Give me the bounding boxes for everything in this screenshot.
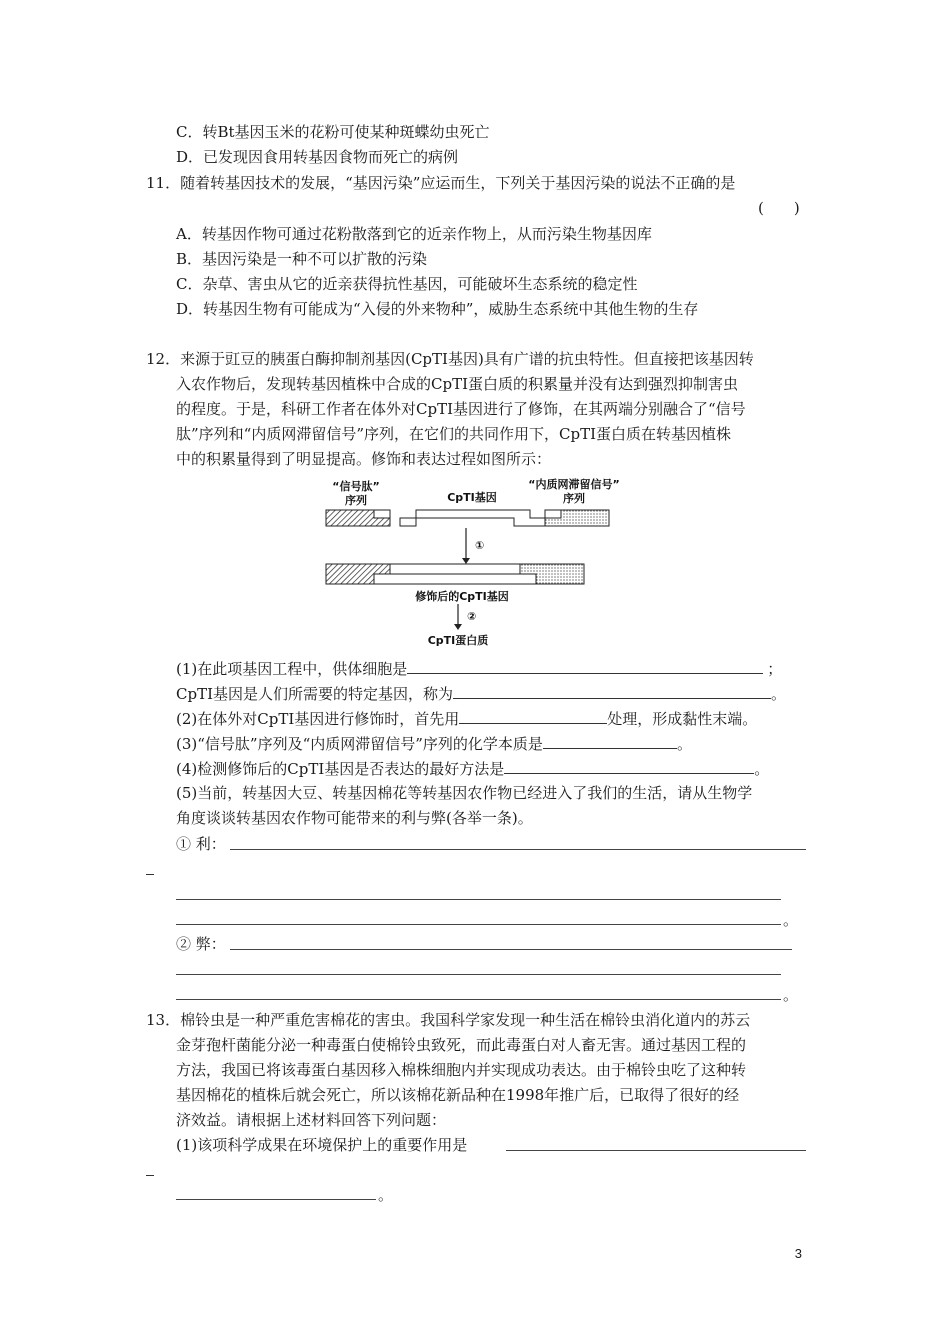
er-signal-label-1: “内质网滞留信号” [528, 478, 620, 491]
answer-blank-chemical-nature[interactable] [543, 733, 677, 749]
q11-option-d: D．转基因生物有可能成为“入侵的外来物种”，威胁生态系统中其他生物的生存 [176, 300, 699, 318]
answer-blank-enzyme[interactable] [459, 708, 607, 724]
q12-stem-line2: 入农作物后，发现转基因植株中合成的CpTI蛋白质的积累量并没有达到强烈抑制害虫 [176, 375, 739, 393]
q13-sub1: (1)该项科学成果在环境保护上的重要作用是 [176, 1136, 468, 1154]
step2-label: ② [467, 610, 477, 623]
q12-sub5-line2: 角度谈谈转基因农作物可能带来的利与弊(各举一条)。 [176, 809, 533, 827]
q12-sub4: (4)检测修饰后的CpTI基因是否表达的最好方法是 。 [176, 760, 770, 778]
line-continuation-dash [146, 874, 154, 875]
cpti-protein-label: CpTI蛋白质 [427, 634, 489, 647]
gene-modification-diagram [320, 474, 620, 650]
q12-sub5-line1: (5)当前，转基因大豆、转基因棉花等转基因农作物已经进入了我们的生活，请从生物学 [176, 784, 753, 802]
answer-blank-detection-method[interactable] [504, 758, 754, 774]
signal-peptide-fragment [326, 510, 390, 526]
answer-line-harm-1[interactable] [230, 949, 792, 950]
cpti-gene-fragment [400, 510, 546, 526]
q12-stem-line1: 12．来源于豇豆的胰蛋白酶抑制剂基因(CpTI基因)具有广谱的抗虫特性。但直接把该基因转 [146, 350, 754, 368]
signal-peptide-label-1: “信号肽” [332, 480, 380, 493]
step1-label: ① [475, 539, 485, 552]
harm-period: 。 [783, 986, 799, 1004]
er-signal-fragment [545, 510, 609, 526]
answer-blank-target-gene[interactable] [453, 683, 771, 699]
q11-option-a: A．转基因作物可通过花粉散落到它的近亲作物上，从而污染生物基因库 [176, 225, 652, 243]
answer-line-benefit-3[interactable] [176, 924, 781, 925]
q13-stem-line1: 13．棉铃虫是一种严重危害棉花的害虫。我国科学家发现一种生活在棉铃虫消化道内的苏云 [146, 1011, 751, 1029]
answer-line-benefit-2[interactable] [176, 899, 781, 900]
q13-stem-line4: 基因棉花的植株后就会死亡，所以该棉花新品种在1998年推广后，已取得了很好的经 [176, 1086, 740, 1104]
er-signal-label-2: 序列 [563, 492, 585, 505]
q13-stem-line5: 济效益。请根据上述材料回答下列问题： [176, 1111, 447, 1129]
q12-sub1-donor: (1)在此项基因工程中，供体细胞是 ； [176, 660, 783, 678]
modified-gene-label: 修饰后的CpTI基因 [415, 590, 509, 603]
answer-line-q13-1[interactable] [506, 1150, 806, 1151]
q13-stem-line2: 金芽孢杆菌能分泌一种毒蛋白使棉铃虫致死，而此毒蛋白对人畜无害。通过基因工程的 [176, 1036, 747, 1054]
benefit-label: ① 利： [176, 835, 226, 853]
modified-gene [326, 564, 584, 584]
q13-period: 。 [378, 1186, 394, 1204]
answer-blank-donor-cell[interactable] [407, 658, 763, 674]
signal-peptide-label-2: 序列 [345, 494, 367, 507]
benefit-period: 。 [783, 911, 799, 929]
q10-option-d: D．已发现因食用转基因食物而死亡的病例 [176, 148, 459, 166]
q12-sub2: (2)在体外对CpTI基因进行修饰时，首先用 处理，形成黏性末端。 [176, 710, 758, 728]
answer-line-harm-2[interactable] [176, 974, 781, 975]
line-continuation-dash-2 [146, 1175, 154, 1176]
q11-option-c: C．杂草、害虫从它的近亲获得抗性基因，可能破坏生态系统的稳定性 [176, 275, 638, 293]
q12-stem-line4: 肽”序列和“内质网滞留信号”序列，在它们的共同作用下，CpTI蛋白质在转基因植株 [176, 425, 732, 443]
cpti-gene-label: CpTI基因 [447, 491, 497, 504]
page-number: 3 [794, 1246, 802, 1261]
q11-stem: 11．随着转基因技术的发展，“基因污染”应运而生，下列关于基因污染的说法不正确的是 [146, 174, 736, 192]
q11-answer-paren: ( ) [758, 199, 800, 217]
q11-option-b: B．基因污染是一种不可以扩散的污染 [176, 250, 428, 268]
q12-stem-line5: 中的积累量得到了明显提高。修饰和表达过程如图所示： [176, 450, 552, 468]
answer-line-benefit-1[interactable] [230, 849, 806, 850]
q13-stem-line3: 方法，我国已将该毒蛋白基因移入棉株细胞内并实现成功表达。由于棉铃虫吃了这种转 [176, 1061, 747, 1079]
q10-option-c: C．转Bt基因玉米的花粉可使某种斑蝶幼虫死亡 [176, 123, 490, 141]
q12-sub1-target-gene: CpTI基因是人们所需要的特定基因，称为 。 [176, 685, 787, 703]
q12-sub3: (3)“信号肽”序列及“内质网滞留信号”序列的化学本质是 。 [176, 735, 692, 753]
answer-line-q13-2[interactable] [176, 1199, 376, 1200]
q12-stem-line3: 的程度。于是，科研工作者在体外对CpTI基因进行了修饰，在其两端分别融合了“信号 [176, 400, 746, 418]
harm-label: ② 弊： [176, 935, 226, 953]
answer-line-harm-3[interactable] [176, 999, 781, 1000]
